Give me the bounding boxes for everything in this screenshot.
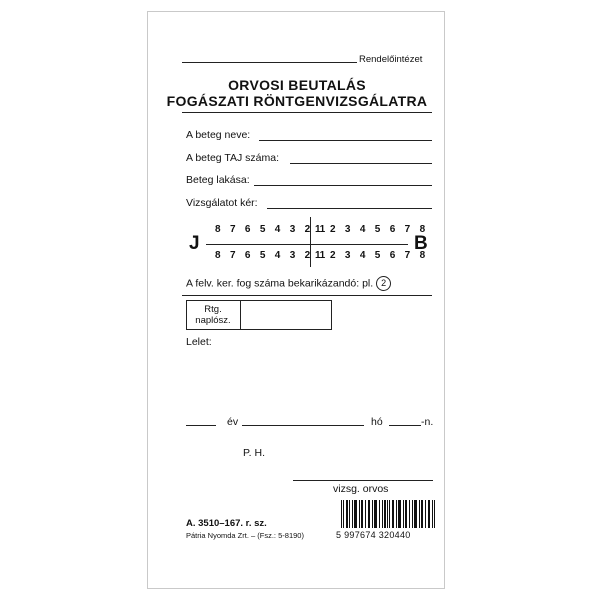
institution-line <box>182 62 357 63</box>
upper-left-teeth[interactable]: 8 7 6 5 4 3 2 1 <box>215 224 329 235</box>
field-patient-name-input[interactable] <box>259 140 432 141</box>
field-patient-name-label: A beteg neve: <box>186 129 251 141</box>
field-address-label: Beteg lakása: <box>186 174 250 186</box>
tooth-note-text: A felv. ker. fog száma bekarikázandó: pl. <box>186 277 374 290</box>
jaw-right-letter: B <box>414 233 428 254</box>
findings-label: Lelet: <box>186 336 212 348</box>
referral-form <box>147 11 445 589</box>
date-year-label: év <box>227 416 239 428</box>
title-underline <box>182 112 432 113</box>
field-taj-number-label: A beteg TAJ száma: <box>186 152 279 164</box>
field-requested-by-label: Vizsgálatot kér: <box>186 197 258 209</box>
findings-area[interactable] <box>186 350 432 410</box>
tooth-note-underline <box>182 295 432 296</box>
institution-label: Rendelőintézet <box>359 54 423 65</box>
field-address-input[interactable] <box>254 185 432 186</box>
xray-log-label-line1: Rtg. <box>204 304 222 315</box>
signature-line[interactable] <box>293 480 433 481</box>
tooth-note <box>186 276 391 291</box>
lower-right-teeth[interactable]: 1 2 3 4 5 6 7 8 <box>315 250 429 261</box>
printer-info: Pátria Nyomda Zrt. – (Fsz.: 5-8190) <box>186 531 304 540</box>
signature-label: vizsg. orvos <box>333 483 389 495</box>
date-year-prefix-input[interactable] <box>186 425 216 426</box>
date-year-input[interactable] <box>242 425 364 426</box>
jaw-left-letter: J <box>189 233 200 254</box>
form-title-line1: ORVOSI BEUTALÁS <box>228 77 366 93</box>
upper-right-teeth[interactable]: 1 2 3 4 5 6 7 8 <box>315 224 429 235</box>
example-circled-number: 2 <box>376 276 391 291</box>
stamp-label: P. H. <box>243 447 265 459</box>
xray-log-label-line2: naplósz. <box>195 315 231 326</box>
tooth-chart-horizontal-axis <box>206 244 408 245</box>
field-taj-number-input[interactable] <box>290 163 432 164</box>
xray-log-label <box>186 304 240 326</box>
date-day-input[interactable] <box>389 425 421 426</box>
xray-log-number-input[interactable] <box>241 301 331 329</box>
date-month-label: hó <box>371 416 383 428</box>
lower-left-teeth[interactable]: 8 7 6 5 4 3 2 1 <box>215 250 329 261</box>
barcode <box>341 500 435 528</box>
barcode-number: 5 997674 320440 <box>336 530 411 540</box>
date-day-label: -n. <box>421 416 434 428</box>
field-requested-by-input[interactable] <box>267 208 432 209</box>
form-number: A. 3510–167. r. sz. <box>186 518 267 529</box>
form-title-line2: FOGÁSZATI RÖNTGENVIZSGÁLATRA <box>166 93 428 109</box>
